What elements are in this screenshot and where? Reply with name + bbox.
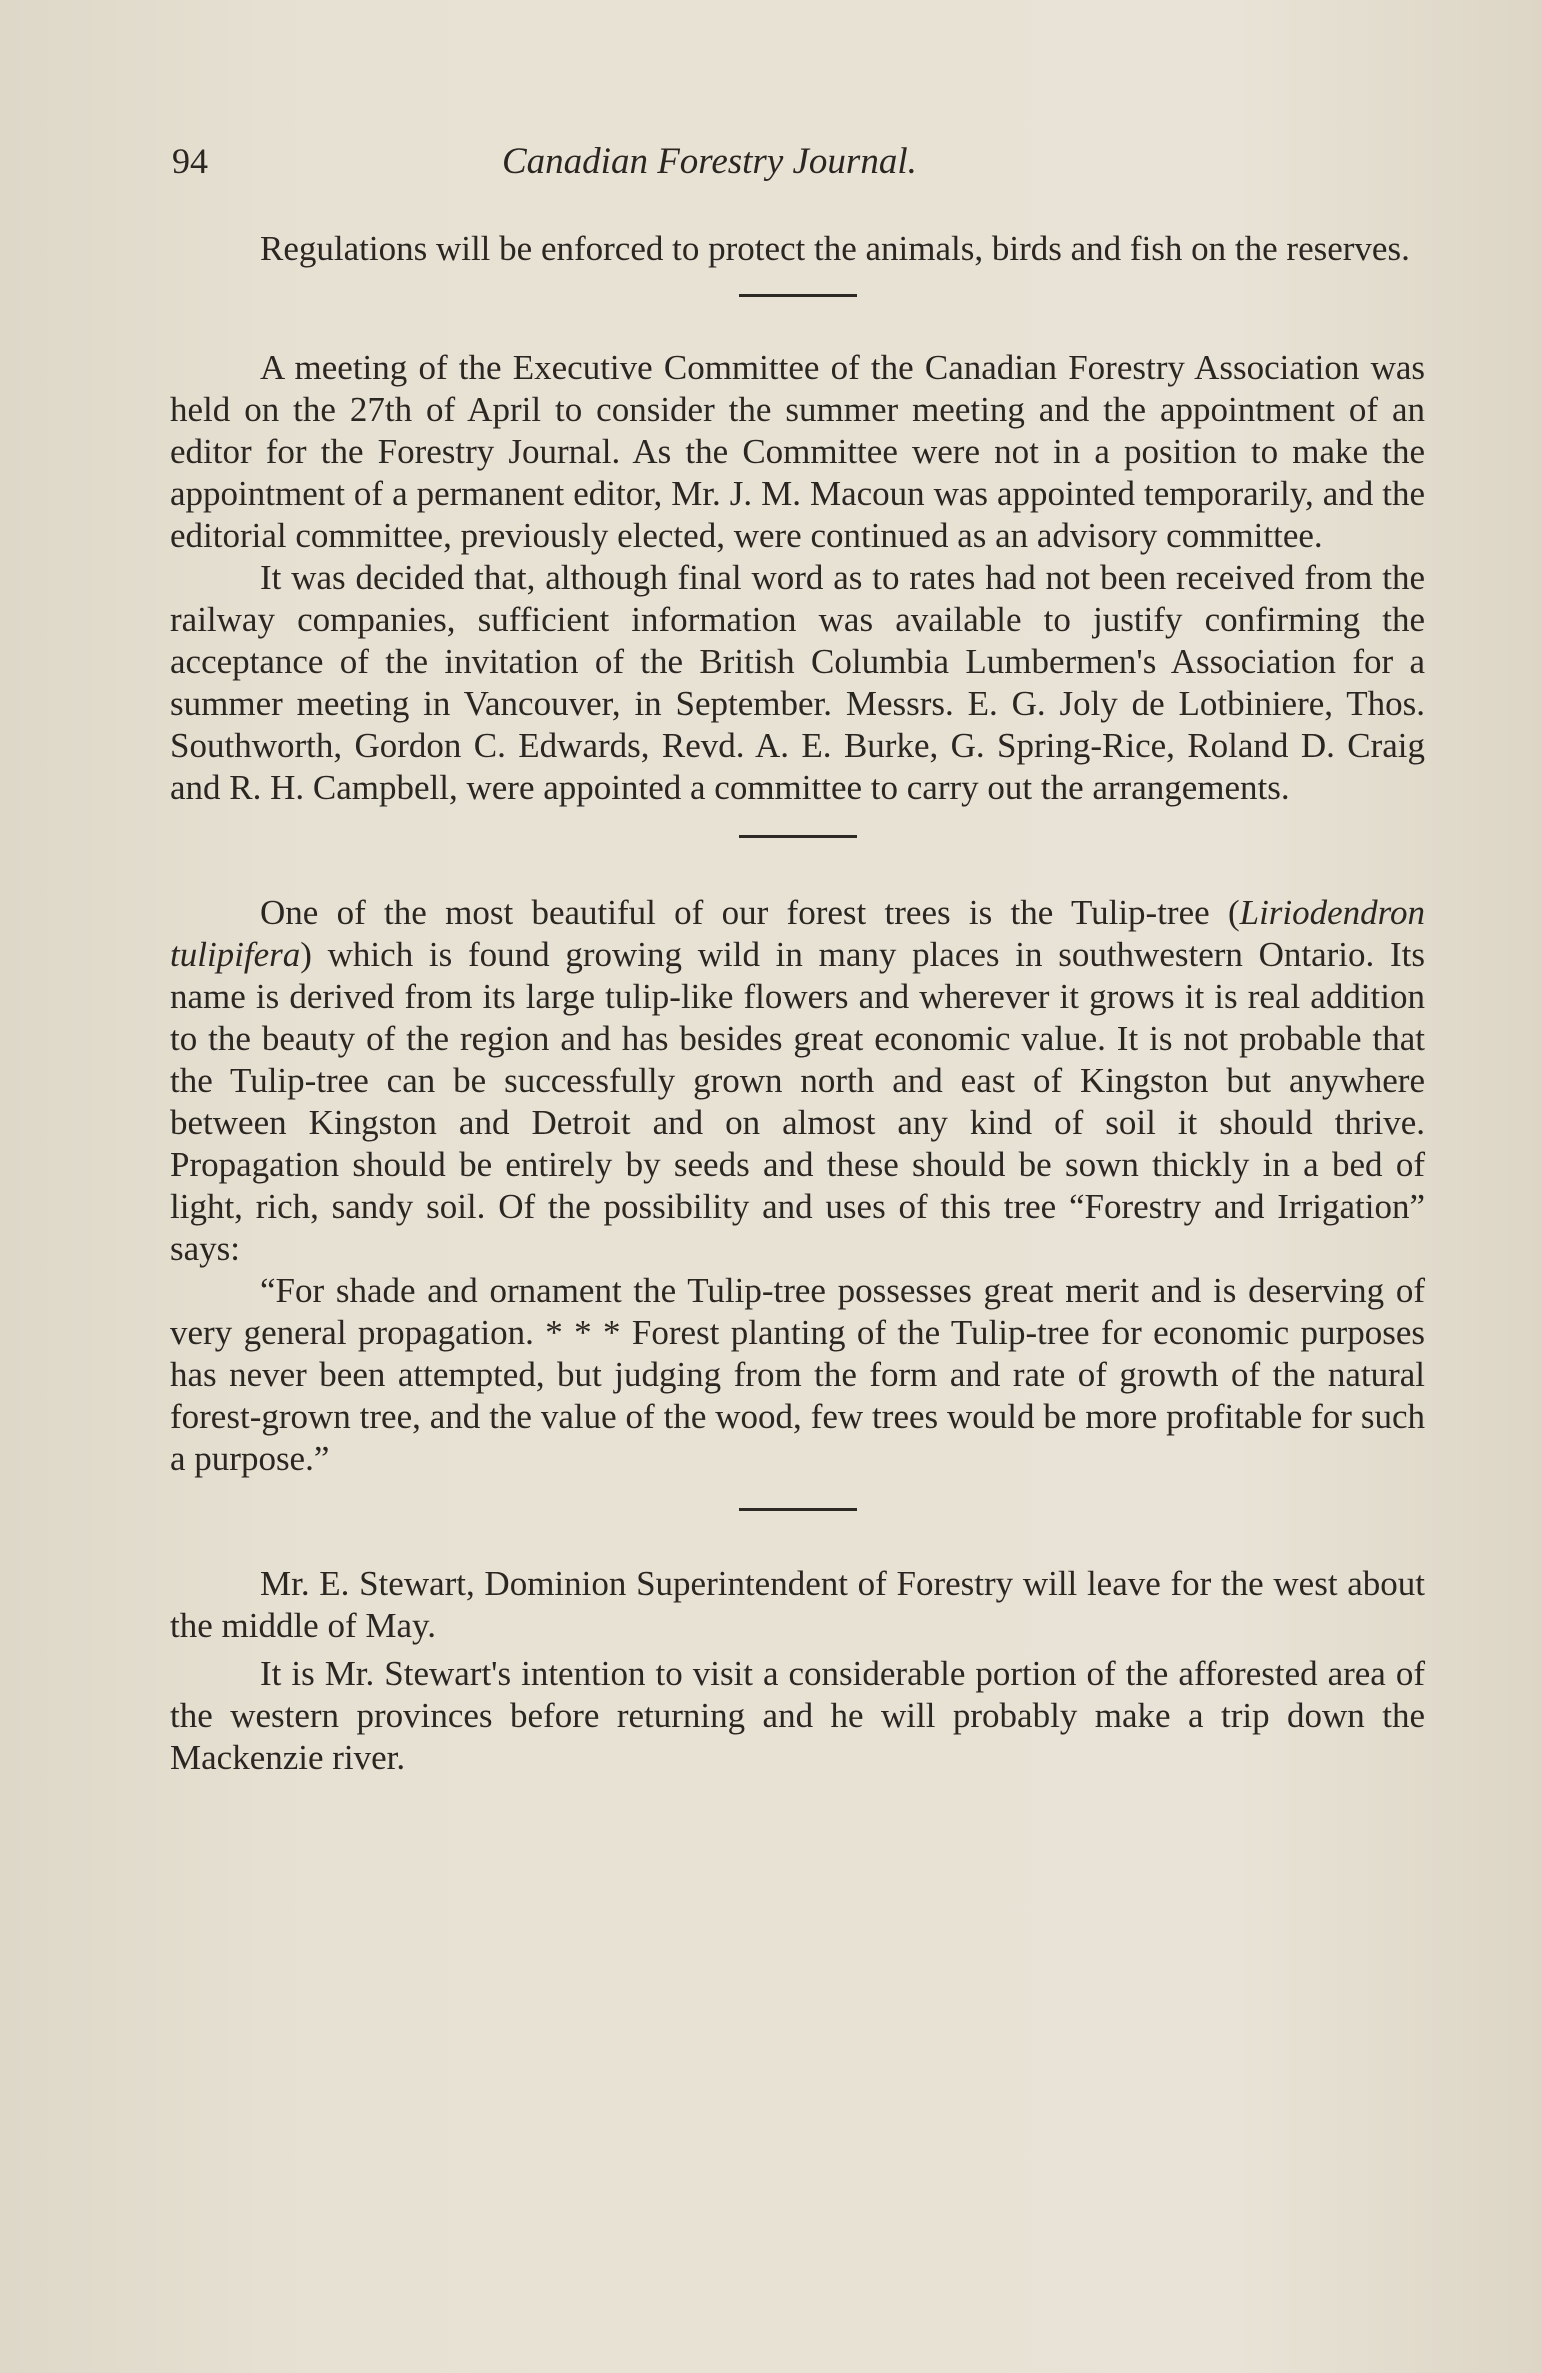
paragraph-regulations: Regulations will be enforced to protect the animals, birds and fish on the reserves.: [260, 229, 1410, 268]
paragraph-executive-meeting: A meeting of the Executive Committee of the Canadian Forestry Association was held on the 27th of April to consider the summer meeting and the appointment of an editor for the Forestry Journal. As the Committee were not in a position to make the appointment of a permanent editor, Mr. J. M. Macoun was appointed temporarily, and the editorial committee, previously elected, were continued as an advisory committee.: [170, 348, 1425, 555]
section-divider: [739, 835, 857, 838]
tulip-text-start: One of the most beautiful of our forest trees is the Tulip-tree (: [260, 893, 1240, 932]
article-body: [170, 228, 1425, 1779]
page-number: 94: [172, 141, 208, 181]
section-divider: [739, 1508, 857, 1511]
paragraph-quotation: “For shade and ornament the Tulip-tree possesses great merit and is deserving of very general propagation. * * * Forest planting of the Tulip-tree for economic purposes has never been attempted, but judging from the form and rate of growth of the natural forest-grown tree, and the value of the wood, few trees would be more profitable for such a purpose.”: [170, 1271, 1425, 1478]
paragraph-tulip-tree: [170, 892, 1425, 1270]
running-title: Canadian Forestry Journal.: [502, 141, 917, 182]
tulip-text-rest: ) which is found growing wild in many places in southwestern Ontario. Its name is derived from its large tulip-like flowers and wherever it grows it is real addition to the beauty of the region and has besides great economic value. It is not probable that the Tulip-tree can be successfully grown north and east of Kingston but anywhere between Kingston and Detroit and on almost any kind of soil it should thrive. Propagation should be entirely by seeds and these should be sown thickly in a bed of light, rich, sandy soil. Of the possibility and uses of this tree “Forestry and Irrigation” says:: [170, 935, 1425, 1268]
tulip-scientific-name: Liriodendron tulipifera: [170, 893, 1425, 974]
paragraph-stewart-intention: It is Mr. Stewart's intention to visit a considerable portion of the afforested area of the western provinces before returning and he will probably make a trip down the Mackenzie river.: [170, 1654, 1425, 1777]
paragraph-summer-meeting: It was decided that, although final word as to rates had not been received from the railway companies, sufficient information was available to justify confirming the acceptance of the invitation of the British Columbia Lumbermen's Association for a summer meeting in Vancouver, in September. Messrs. E. G. Joly de Lotbiniere, Thos. Southworth, Gordon C. Edwards, Revd. A. E. Burke, G. Spring-Rice, Roland D. Craig and R. H. Campbell, were appointed a committee to carry out the arrangements.: [170, 558, 1425, 807]
paragraph-stewart-travel: Mr. E. Stewart, Dominion Superintendent of Forestry will leave for the west about the middle of May.: [170, 1564, 1425, 1645]
page-header: [172, 140, 1422, 200]
section-divider: [739, 294, 857, 297]
